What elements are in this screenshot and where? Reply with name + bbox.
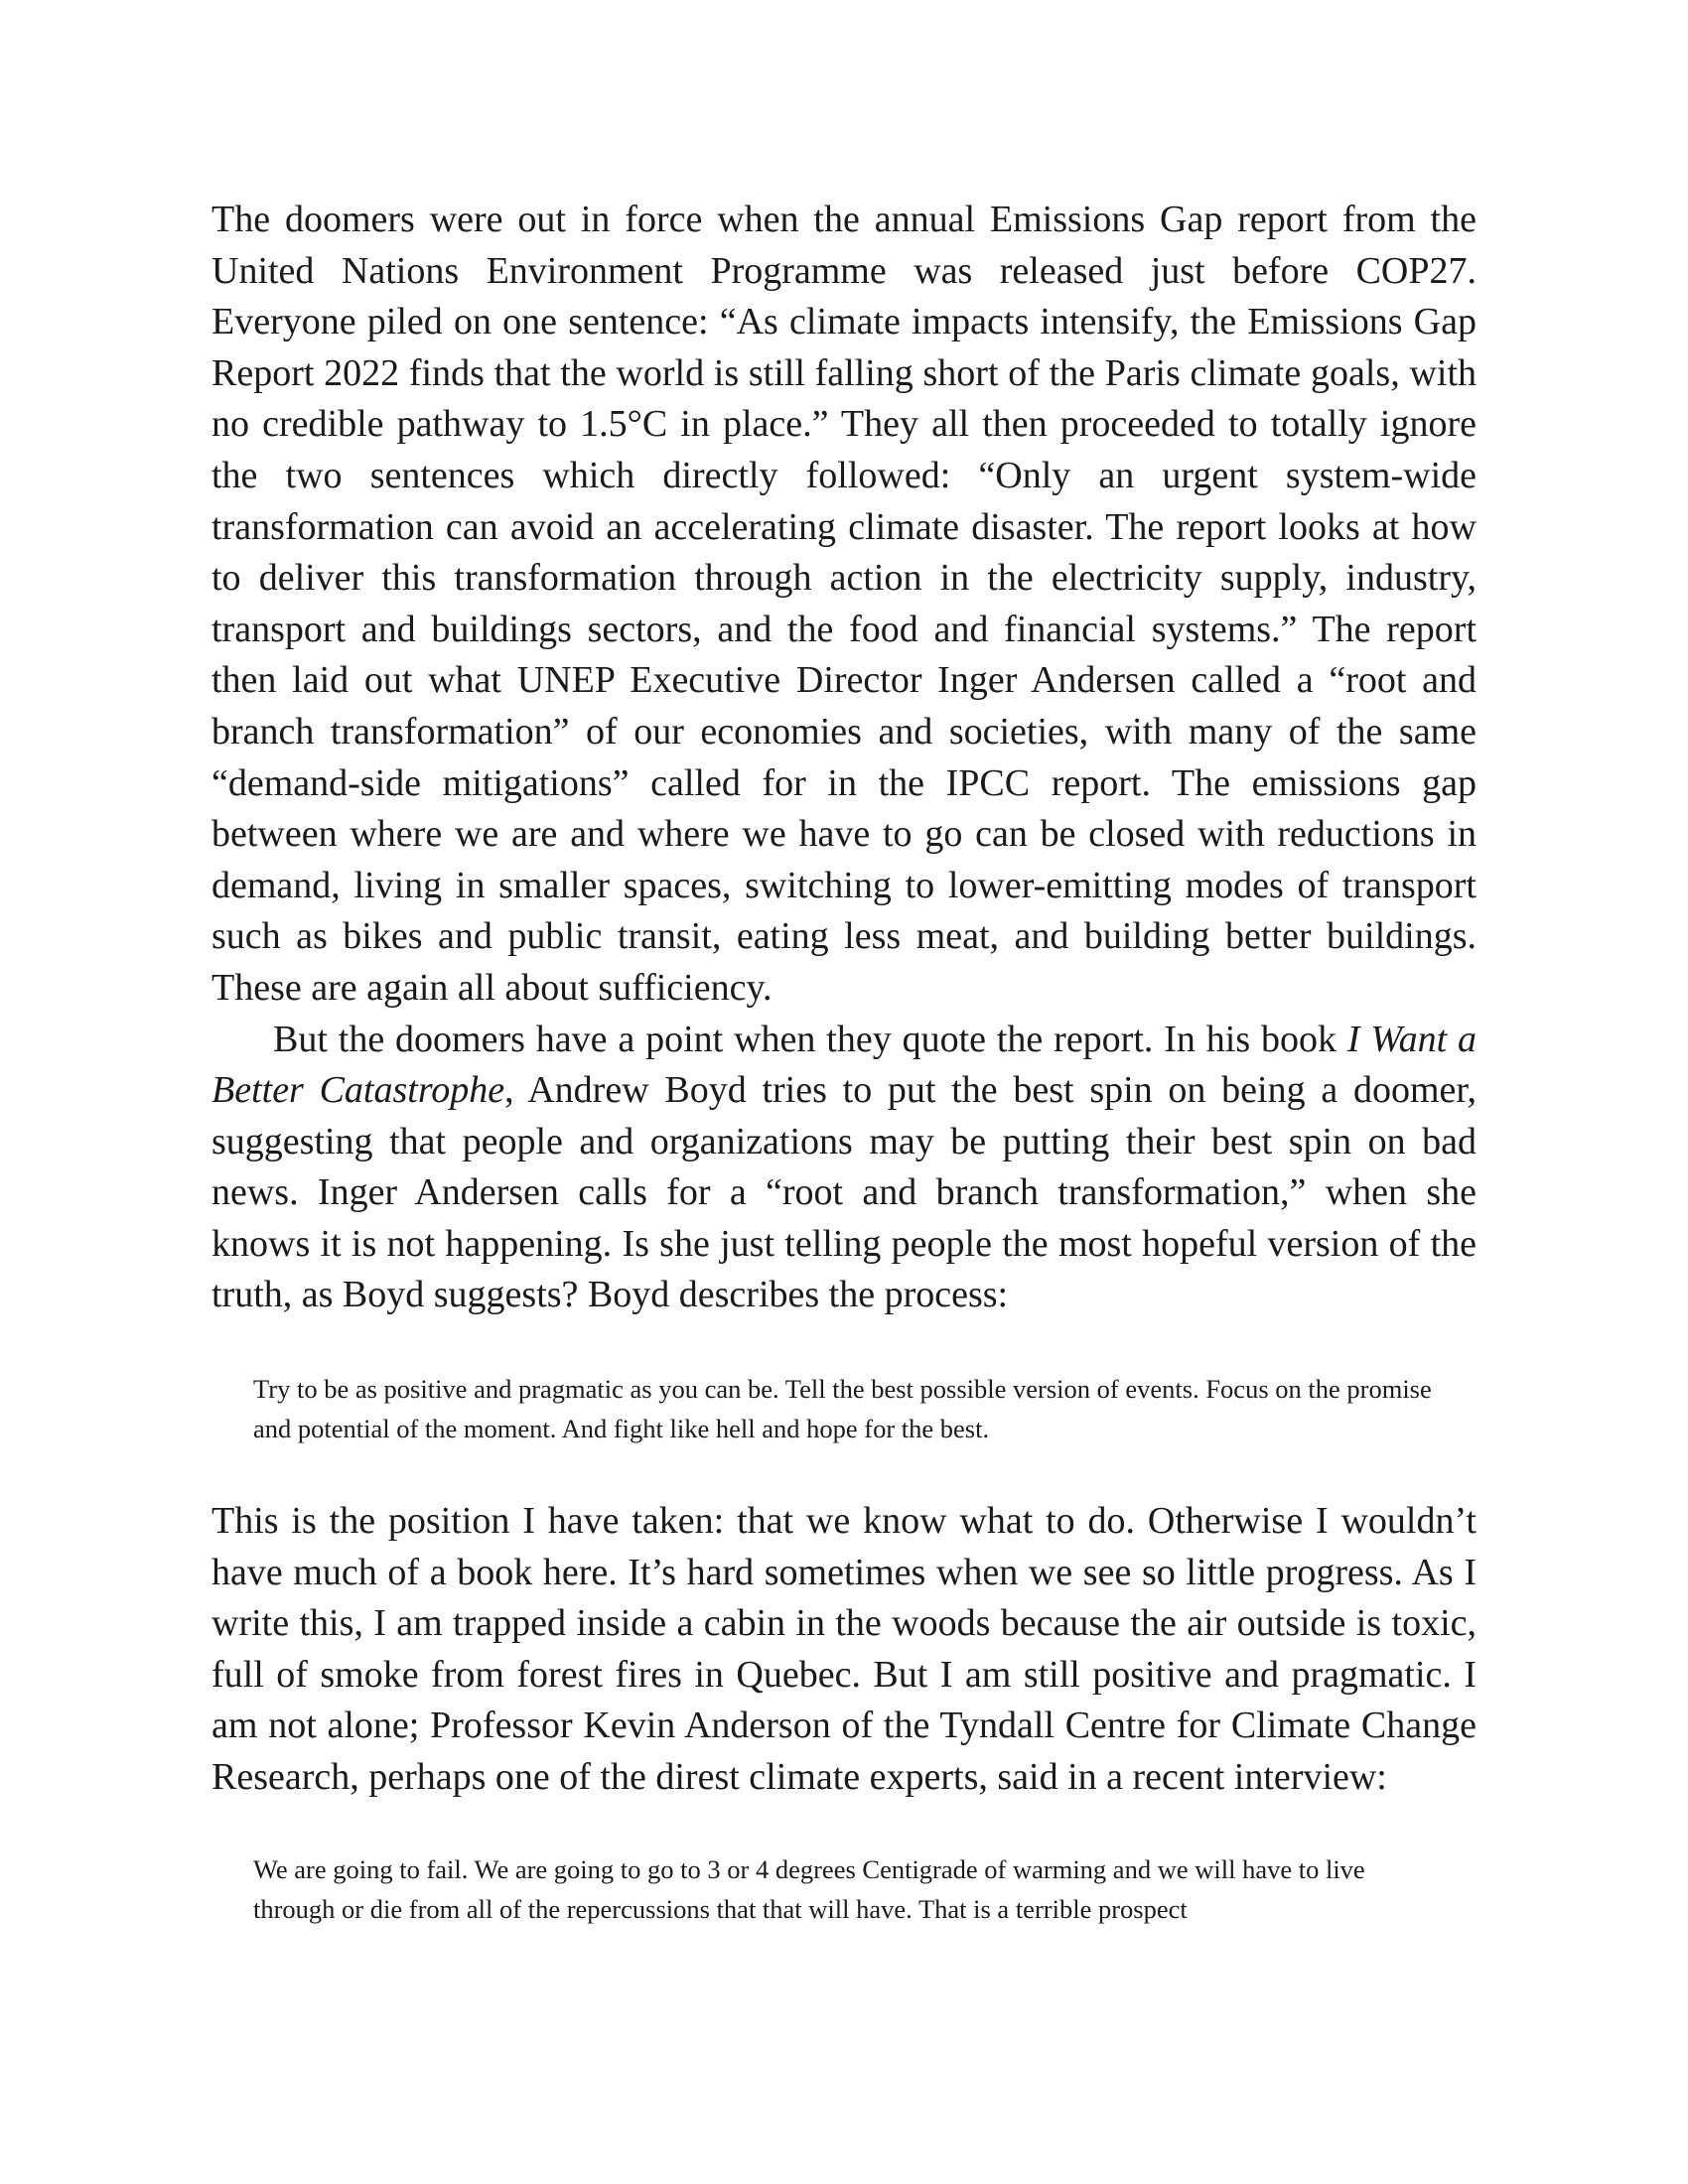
- text-column: [211, 195, 1477, 1929]
- paragraph-text-before-title: But the doomers have a point when they quote the report. In his book: [273, 1018, 1347, 1060]
- body-paragraph-doomers-point: [211, 1015, 1477, 1322]
- block-quote-anderson: We are going to fail. We are going to go to 3 or 4 degrees Centigrade of warming and we will have to live through or die from all of the repercussions that that will have. That is a terrible prospect: [253, 1853, 1365, 1924]
- body-paragraph-emissions-gap: The doomers were out in force when the annual Emissions Gap report from the United Nations Environment Programme was released just before COP27. Everyone piled on one sentence: “As climate impacts intensify, the Emissions Gap Report 2022 finds that the world is still falling short of the Paris climate goals, with no credible pathway to 1.5°C in place.” They all then proceeded to totally ignore the two sentences which directly followed: “Only an urgent system-wide transformation can avoid an accelerating climate disaster. The report looks at how to deliver this transformation through action in the electricity supply, industry, transport and buildings sectors, and the food and financial systems.” The report then laid out what UNEP Executive Director Inger Andersen called a “root and branch transformation” of our economies and societies, with many of the same “demand-side mitigations” called for in the IPCC report. The emissions gap between where we are and where we have to go can be closed with reductions in demand, living in smaller spaces, switching to lower-emitting modes of transport such as bikes and public transit, eating less meat, and building better buildings. These are again all about sufficiency.: [211, 199, 1477, 1009]
- book-title: I Want a Better Catastrophe: [211, 1018, 1477, 1112]
- body-paragraph-position: This is the position I have taken: that we know what to do. Otherwise I wouldn’t have much of a book here. It’s hard sometimes when we see so little progress. As I write this, I am trapped inside a cabin in the woods because the air outside is toxic, full of smoke from forest fires in Quebec. But I am still positive and pragmatic. I am not alone; Professor Kevin Anderson of the Tyndall Centre for Climate Change Research, perhaps one of the direst climate experts, said in a recent interview:: [211, 1500, 1477, 1799]
- paragraph-text-after-title: , Andrew Boyd tries to put the best spin on being a doomer, suggesting that people and organizations may be putting their best spin on bad news. Inger Andersen calls for a “root and branch transformation,” when she knows it is not happening. Is she just telling people the most hopeful version of the truth, as Boyd suggests? Boyd describes the process:: [211, 1069, 1477, 1316]
- block-quote-boyd: Try to be as positive and pragmatic as you can be. Tell the best possible version of events. Focus on the promise and potential of the moment. And fight like hell and hope for the best.: [253, 1374, 1432, 1444]
